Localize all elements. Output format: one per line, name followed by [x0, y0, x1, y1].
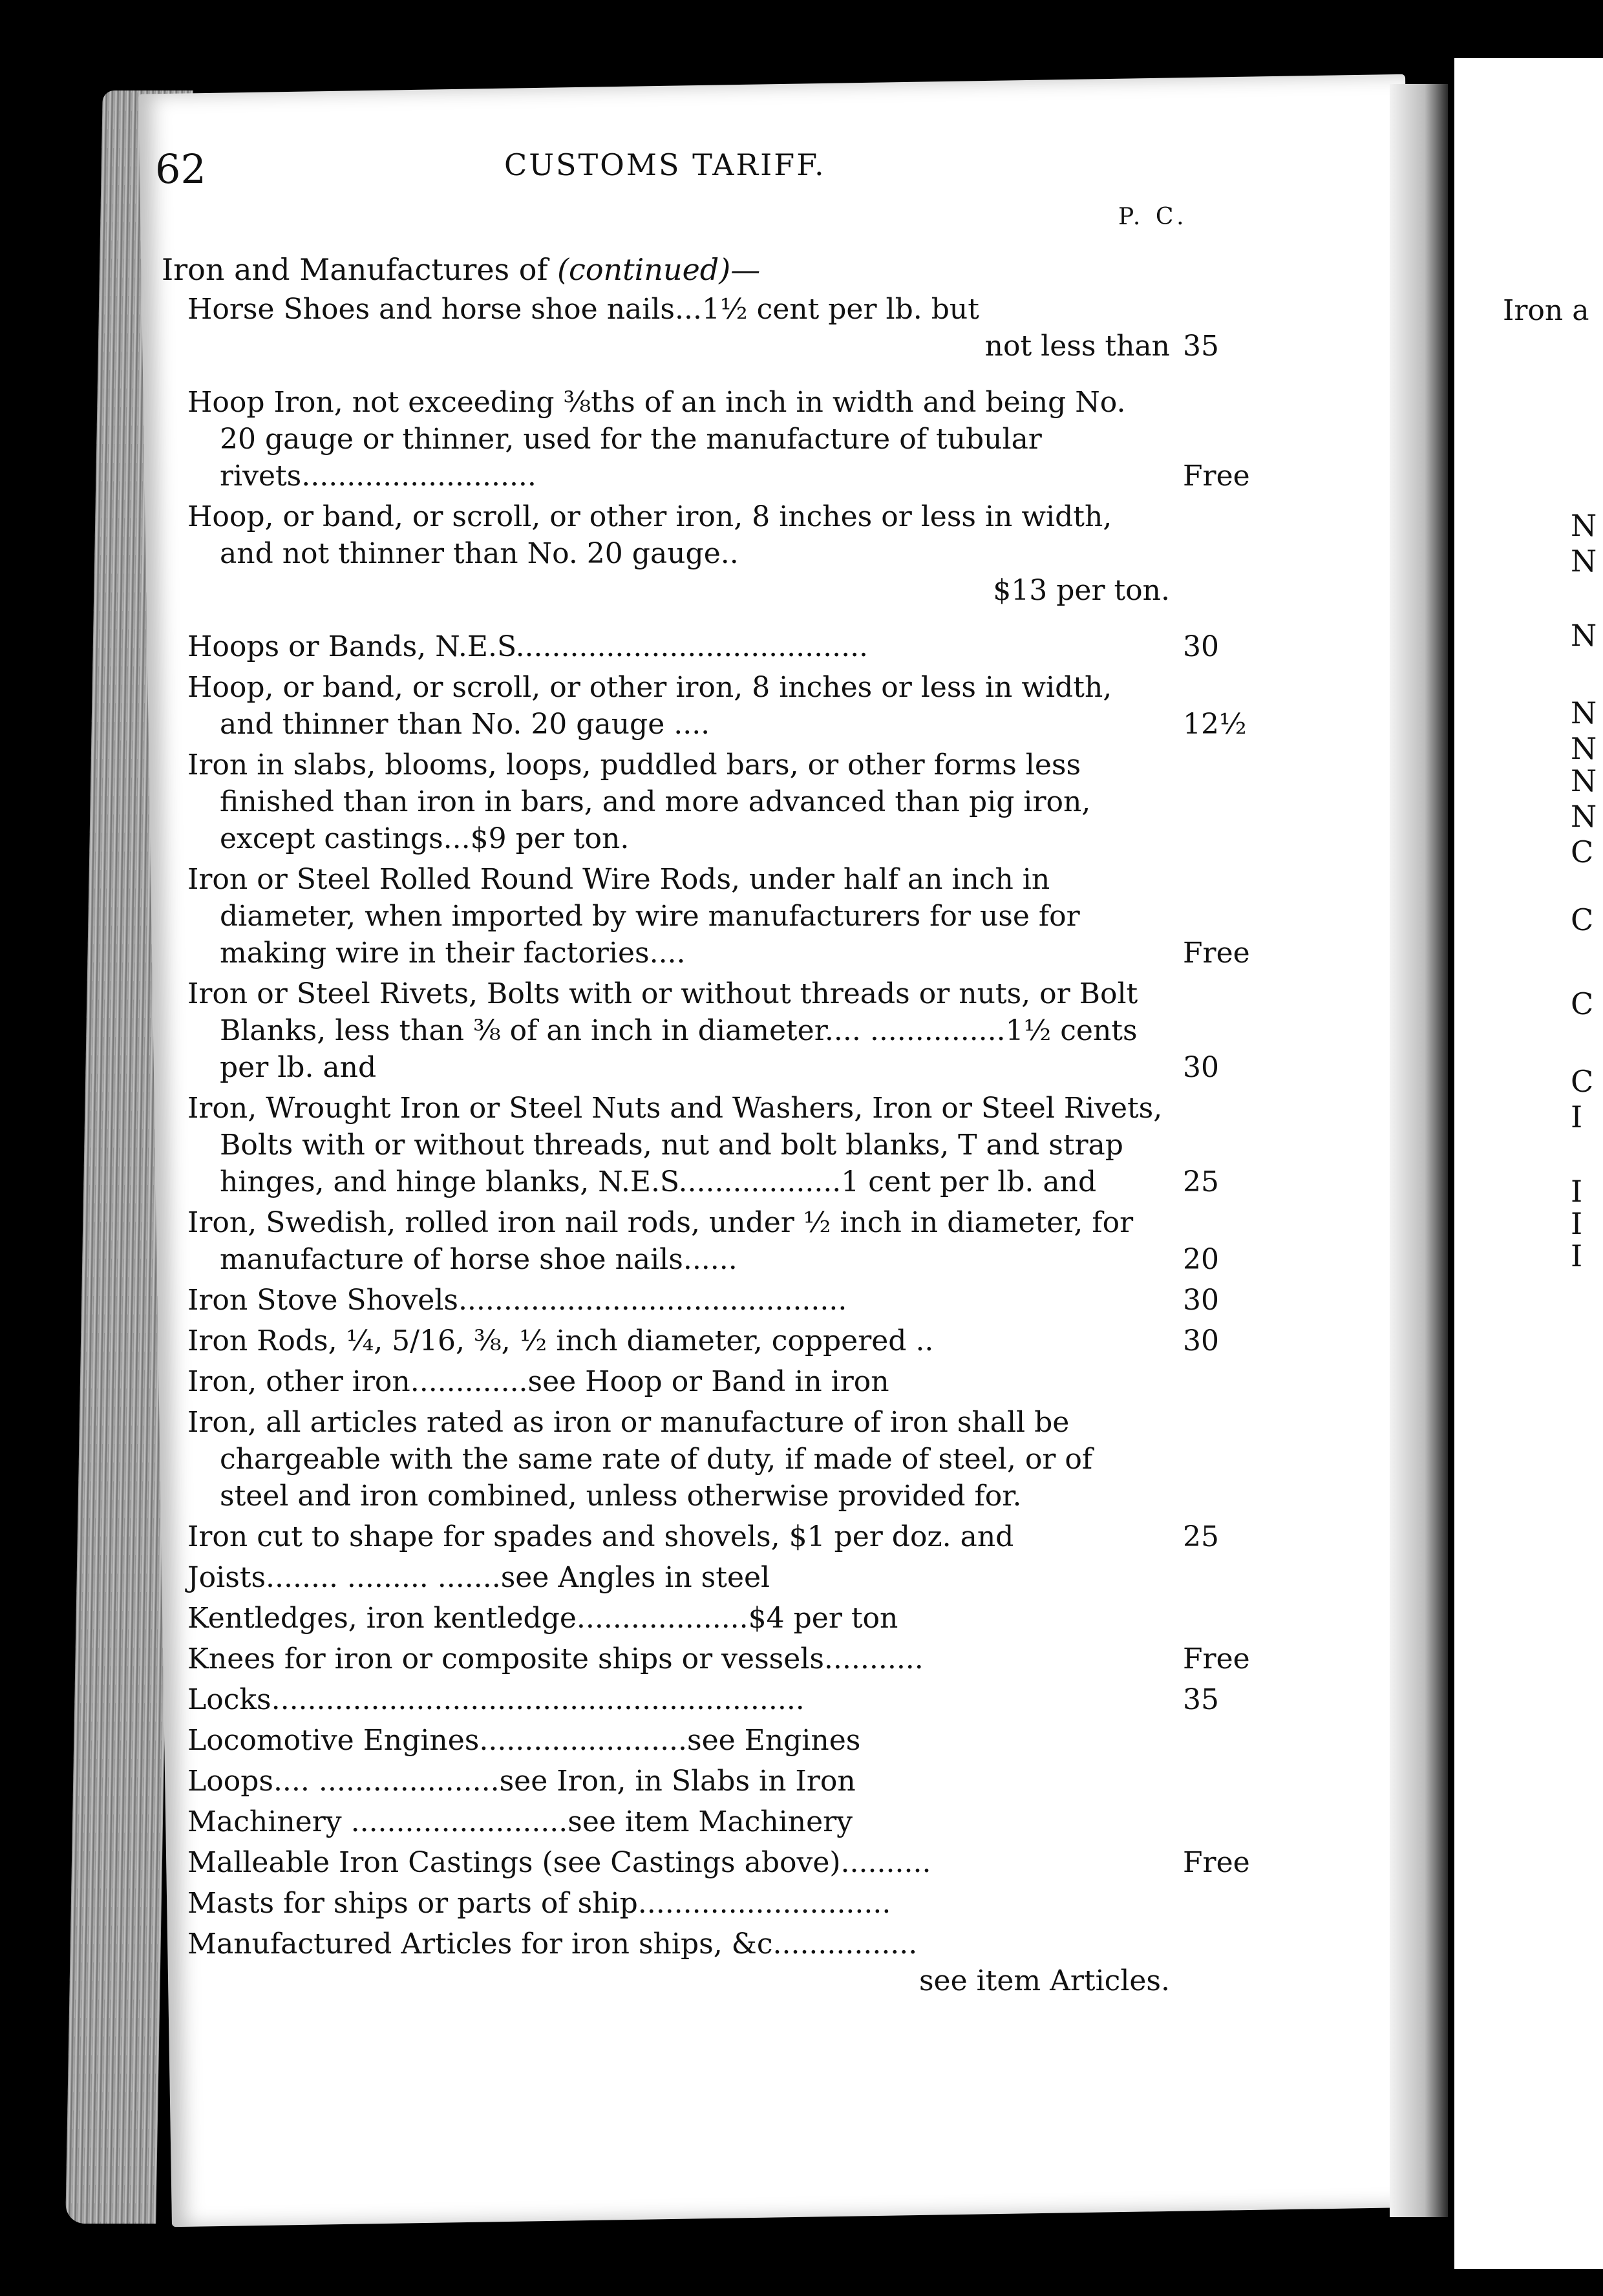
entry-rate: 12½ — [1183, 708, 1247, 741]
facing-page-letter: C — [1571, 902, 1594, 937]
facing-page — [1454, 58, 1603, 2269]
entry-description: Kentledges, iron kentledge...................$4 per ton — [187, 1602, 898, 1635]
entry-rate: 20 — [1183, 1243, 1219, 1276]
tariff-entry — [155, 975, 1267, 1086]
entry-description: Malleable Iron Castings (see Castings above).......... — [187, 1846, 931, 1879]
entry-description: Knees for iron or composite ships or vessels........... — [187, 1642, 924, 1675]
tariff-entry — [155, 1090, 1267, 1200]
entry-description: Hoop, or band, or scroll, or other iron, 8 inches or less in width, and not thinner than No. 20 gauge.. — [187, 500, 1112, 570]
tariff-entry — [155, 747, 1267, 857]
entry-rate: 35 — [1183, 1683, 1219, 1716]
facing-page-letter: I — [1571, 1238, 1583, 1273]
facing-page-letter: N — [1571, 799, 1597, 834]
entry-rate: Free — [1183, 1846, 1250, 1879]
rate-column-heading: P. C. — [1118, 204, 1188, 230]
tariff-entry — [155, 1763, 1267, 1800]
facing-page-letter: C — [1571, 834, 1594, 869]
entry-rate: 30 — [1183, 1051, 1219, 1084]
tariff-entry — [155, 498, 1267, 609]
tariff-entry — [155, 1926, 1267, 1999]
entry-rate: 25 — [1183, 1520, 1219, 1553]
tariff-entry — [155, 1282, 1267, 1319]
facing-page-letter: N — [1571, 508, 1597, 543]
entry-description: Iron Rods, ¼, 5/16, ⅜, ½ inch diameter, coppered .. — [187, 1324, 934, 1357]
entry-rate: Free — [1183, 1642, 1250, 1675]
tariff-entries — [155, 291, 1267, 2003]
facing-page-letter: N — [1571, 544, 1597, 579]
facing-page-letter: N — [1571, 696, 1597, 730]
facing-page-letter: N — [1571, 731, 1597, 766]
tariff-entry — [155, 1559, 1267, 1596]
entry-description: Iron Stove Shovels........................................... — [187, 1284, 847, 1317]
tariff-entry — [155, 1404, 1267, 1515]
running-head: CUSTOMS TARIFF. — [504, 147, 826, 182]
tariff-entry — [155, 628, 1267, 665]
entry-specific-duty: not less than — [984, 330, 1170, 363]
entry-description: Iron, all articles rated as iron or manufacture of iron shall be chargeable with the same rate of duty, if made of steel, or of steel and iron combined, unless otherwise provided for. — [187, 1406, 1093, 1513]
tariff-entry — [155, 1844, 1267, 1881]
tariff-entry — [155, 669, 1267, 743]
tariff-entry — [155, 1600, 1267, 1637]
entry-rate: Free — [1183, 460, 1250, 493]
entry-description: Hoop Iron, not exceeding ⅜ths of an inch in width and being No. 20 gauge or thinner, used for the manufacture of tubular rivets.......................... — [187, 386, 1126, 493]
tariff-entry — [155, 1885, 1267, 1922]
entry-description: Hoops or Bands, N.E.S....................................... — [187, 630, 869, 663]
entry-description: Loops.... ....................see Iron, in Slabs in Iron — [187, 1765, 856, 1798]
entry-description: Machinery ........................see item Machinery — [187, 1805, 853, 1838]
facing-page-header: Iron a — [1503, 294, 1589, 327]
entry-description: Iron in slabs, blooms, loops, puddled bars, or other forms less finished than iron in bars, and more advanced than pig iron, except castings...$9 per ton. — [187, 749, 1091, 855]
tariff-entry — [155, 1518, 1267, 1555]
entry-specific-duty: $13 per ton. — [993, 574, 1170, 607]
facing-page-letter: N — [1571, 763, 1597, 798]
entry-description: Locks........................................................... — [187, 1683, 805, 1716]
entry-rate: 30 — [1183, 1284, 1219, 1317]
entry-description: Joists........ ......... .......see Angles in steel — [187, 1561, 770, 1594]
entry-description: Iron, other iron.............see Hoop or Band in iron — [187, 1365, 889, 1398]
facing-page-letter: C — [1571, 1064, 1594, 1099]
entry-description: Horse Shoes and horse shoe nails...1½ cent per lb. but — [187, 293, 979, 326]
entry-description: Manufactured Articles for iron ships, &c................ — [187, 1928, 918, 1961]
tariff-entry — [155, 1803, 1267, 1840]
entry-description: Hoop, or band, or scroll, or other iron, 8 inches or less in width, and thinner than No. 20 gauge .... — [187, 671, 1112, 741]
entry-description: Iron, Swedish, rolled iron nail rods, under ½ inch in diameter, for manufacture of horse shoe nails...... — [187, 1206, 1134, 1276]
tariff-entry — [155, 861, 1267, 972]
entry-rate: 30 — [1183, 1324, 1219, 1357]
entry-rate: Free — [1183, 937, 1250, 970]
entry-description: Iron or Steel Rivets, Bolts with or without threads or nuts, or Bolt Blanks, less than ⅜ of an inch in diameter.... ...............1½ cents per lb. and — [187, 977, 1138, 1084]
tariff-entry — [155, 291, 1267, 365]
tariff-entry — [155, 1722, 1267, 1759]
entry-rate: 25 — [1183, 1165, 1219, 1198]
tariff-entry — [155, 1204, 1267, 1278]
tariff-entry — [155, 1323, 1267, 1359]
entry-description: Masts for ships or parts of ship............................ — [187, 1887, 891, 1920]
tariff-entry — [155, 1641, 1267, 1677]
facing-page-letter: N — [1571, 618, 1597, 653]
facing-page-letter: I — [1571, 1206, 1583, 1241]
tariff-entry — [155, 384, 1267, 494]
entry-specific-duty: see item Articles. — [918, 1964, 1170, 1997]
entry-description: Locomotive Engines.......................see Engines — [187, 1724, 861, 1757]
facing-page-letter: I — [1571, 1174, 1583, 1209]
page-number: 62 — [155, 145, 206, 193]
facing-page-letter: C — [1571, 986, 1594, 1021]
section-heading — [162, 252, 760, 287]
entry-description: Iron or Steel Rolled Round Wire Rods, under half an inch in diameter, when imported by wire manufacturers for use for making wire in their factories.... — [187, 863, 1080, 970]
entry-description: Iron cut to shape for spades and shovels, $1 per doz. and — [187, 1520, 1014, 1553]
entry-rate: 35 — [1183, 330, 1219, 363]
section-title: Iron and Manufactures of — [162, 252, 548, 287]
entry-rate: 30 — [1183, 630, 1219, 663]
tariff-entry — [155, 1681, 1267, 1718]
book-gutter — [1390, 84, 1448, 2217]
facing-page-letter: I — [1571, 1100, 1583, 1134]
tariff-entry — [155, 1363, 1267, 1400]
entry-description: Iron, Wrought Iron or Steel Nuts and Washers, Iron or Steel Rivets, Bolts with or without threads, nut and bolt blanks, T and strap hinges, and hinge blanks, N.E.S..................1 cent per lb. and — [187, 1092, 1163, 1198]
section-continued: (continued)— — [557, 252, 761, 287]
